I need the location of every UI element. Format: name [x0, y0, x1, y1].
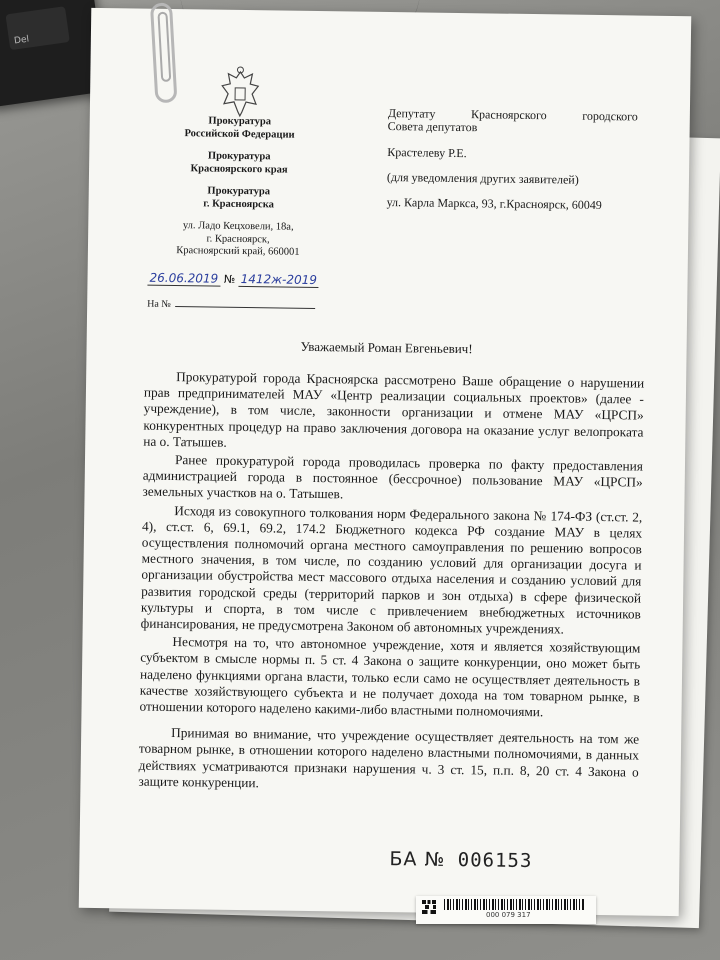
- paragraph: Ранее прокуратурой города проводилась проверка по факту предоставления администрацией города в постоянное (бессрочное) пользование МАУ «ЦРСП» земельных участков на о. Татышев.: [142, 452, 644, 502]
- addressee-name: Крастелеву Р.Е.: [387, 145, 467, 161]
- coat-of-arms-icon: [218, 66, 263, 123]
- addressee-note: (для уведомления других заявителей): [386, 170, 579, 187]
- addressee-address: ул. Карла Маркса, 93, г.Красноярск, 60049: [386, 194, 602, 213]
- date-number-line: [147, 271, 347, 289]
- barcode-number: 000 079 317: [486, 911, 531, 919]
- paragraph: Прокуратурой города Красноярска рассмотрено Ваше обращение о нарушении прав предпринимателей МАУ «Центр реализации социальных проектов» (далее - учреждение), в том числе, законности организации и отмене МАУ «ЦРСП» конкурентных процедур на право заключения договора на оказание услуг велопроката на о. Татышев.: [143, 369, 645, 450]
- handwritten-number: 1412ж-2019: [239, 272, 319, 288]
- salutation: Уважаемый Роман Евгеньевич!: [300, 338, 473, 357]
- sender-org-federal: Прокуратура Российской Федерации: [184, 115, 295, 141]
- reference-line: [147, 299, 315, 312]
- qr-code-icon: [422, 900, 436, 914]
- sender-org-regional: Прокуратура Красноярского края: [190, 150, 288, 176]
- serial-value: 006153: [457, 849, 533, 873]
- letter-page: [79, 8, 692, 916]
- addressee-line2: Совета депутатов: [387, 119, 478, 135]
- paragraph: Несмотря на то, что автономное учреждение, хотя и является хозяйствующим субъектом в смысле нормы п. 5 ст. 4 Закона о защите конкуренции, оно может быть наделено функциями органа власти, только если само не осуществляет деятельность в качестве хозяйствующего субъекта и не получает дохода на том товарном рынке, в отношении которого наделено какими-либо властными полномочиями.: [139, 634, 641, 720]
- barcode-icon: [444, 899, 584, 910]
- addressee-block: [386, 107, 638, 224]
- serial-number: [389, 848, 532, 872]
- number-label: №: [223, 272, 236, 286]
- serial-prefix: БА №: [389, 848, 446, 871]
- letter-body: [138, 369, 644, 799]
- sender-block: [138, 115, 340, 260]
- delete-key: Del: [5, 6, 69, 50]
- paper-clip-icon: [150, 2, 178, 103]
- reference-blank: [175, 306, 315, 309]
- handwritten-date: 26.06.2019: [147, 271, 220, 287]
- addressee-line1: Депутату Красноярского городского: [387, 106, 638, 124]
- sender-address: ул. Ладо Кецховели, 18а, г. Красноярск, Красноярский край, 660001: [176, 220, 300, 258]
- paragraph: Принимая во внимание, что учреждение осуществляет деятельность на том же товарном рынке, в отношении которого наделено властными полномочиями, в данных действиях усматриваются признаки нарушения ч. 3 ст. 15, п.п. 8, 20 ст. 4 Закона о защите конкуренции.: [138, 725, 640, 791]
- paragraph: Исходя из совокупного толкования норм Федерального закона № 174-ФЗ (ст.ст. 2, 4), ст.ст. 6, 69.1, 69.2, 174.2 Бюджетного кодекса РФ создание МАУ в целях осуществления полномочий органа местного самоуправления по решению вопросов местного значения, в том числе, по созданию условий для организации досуга и организации обустройства мест массового отдыха населения и созданию условий для развития городской среды (территорий парков и зон отдыха) в сфере физической культуры и спорта, в том числе с привлечением внебюджетных источников финансирования, не предусмотрена Законом об автономных учреждениях.: [140, 502, 643, 637]
- reference-label: На №: [147, 298, 171, 310]
- barcode-sticker: [416, 896, 596, 924]
- sender-org-city: Прокуратура г. Красноярска: [203, 185, 274, 210]
